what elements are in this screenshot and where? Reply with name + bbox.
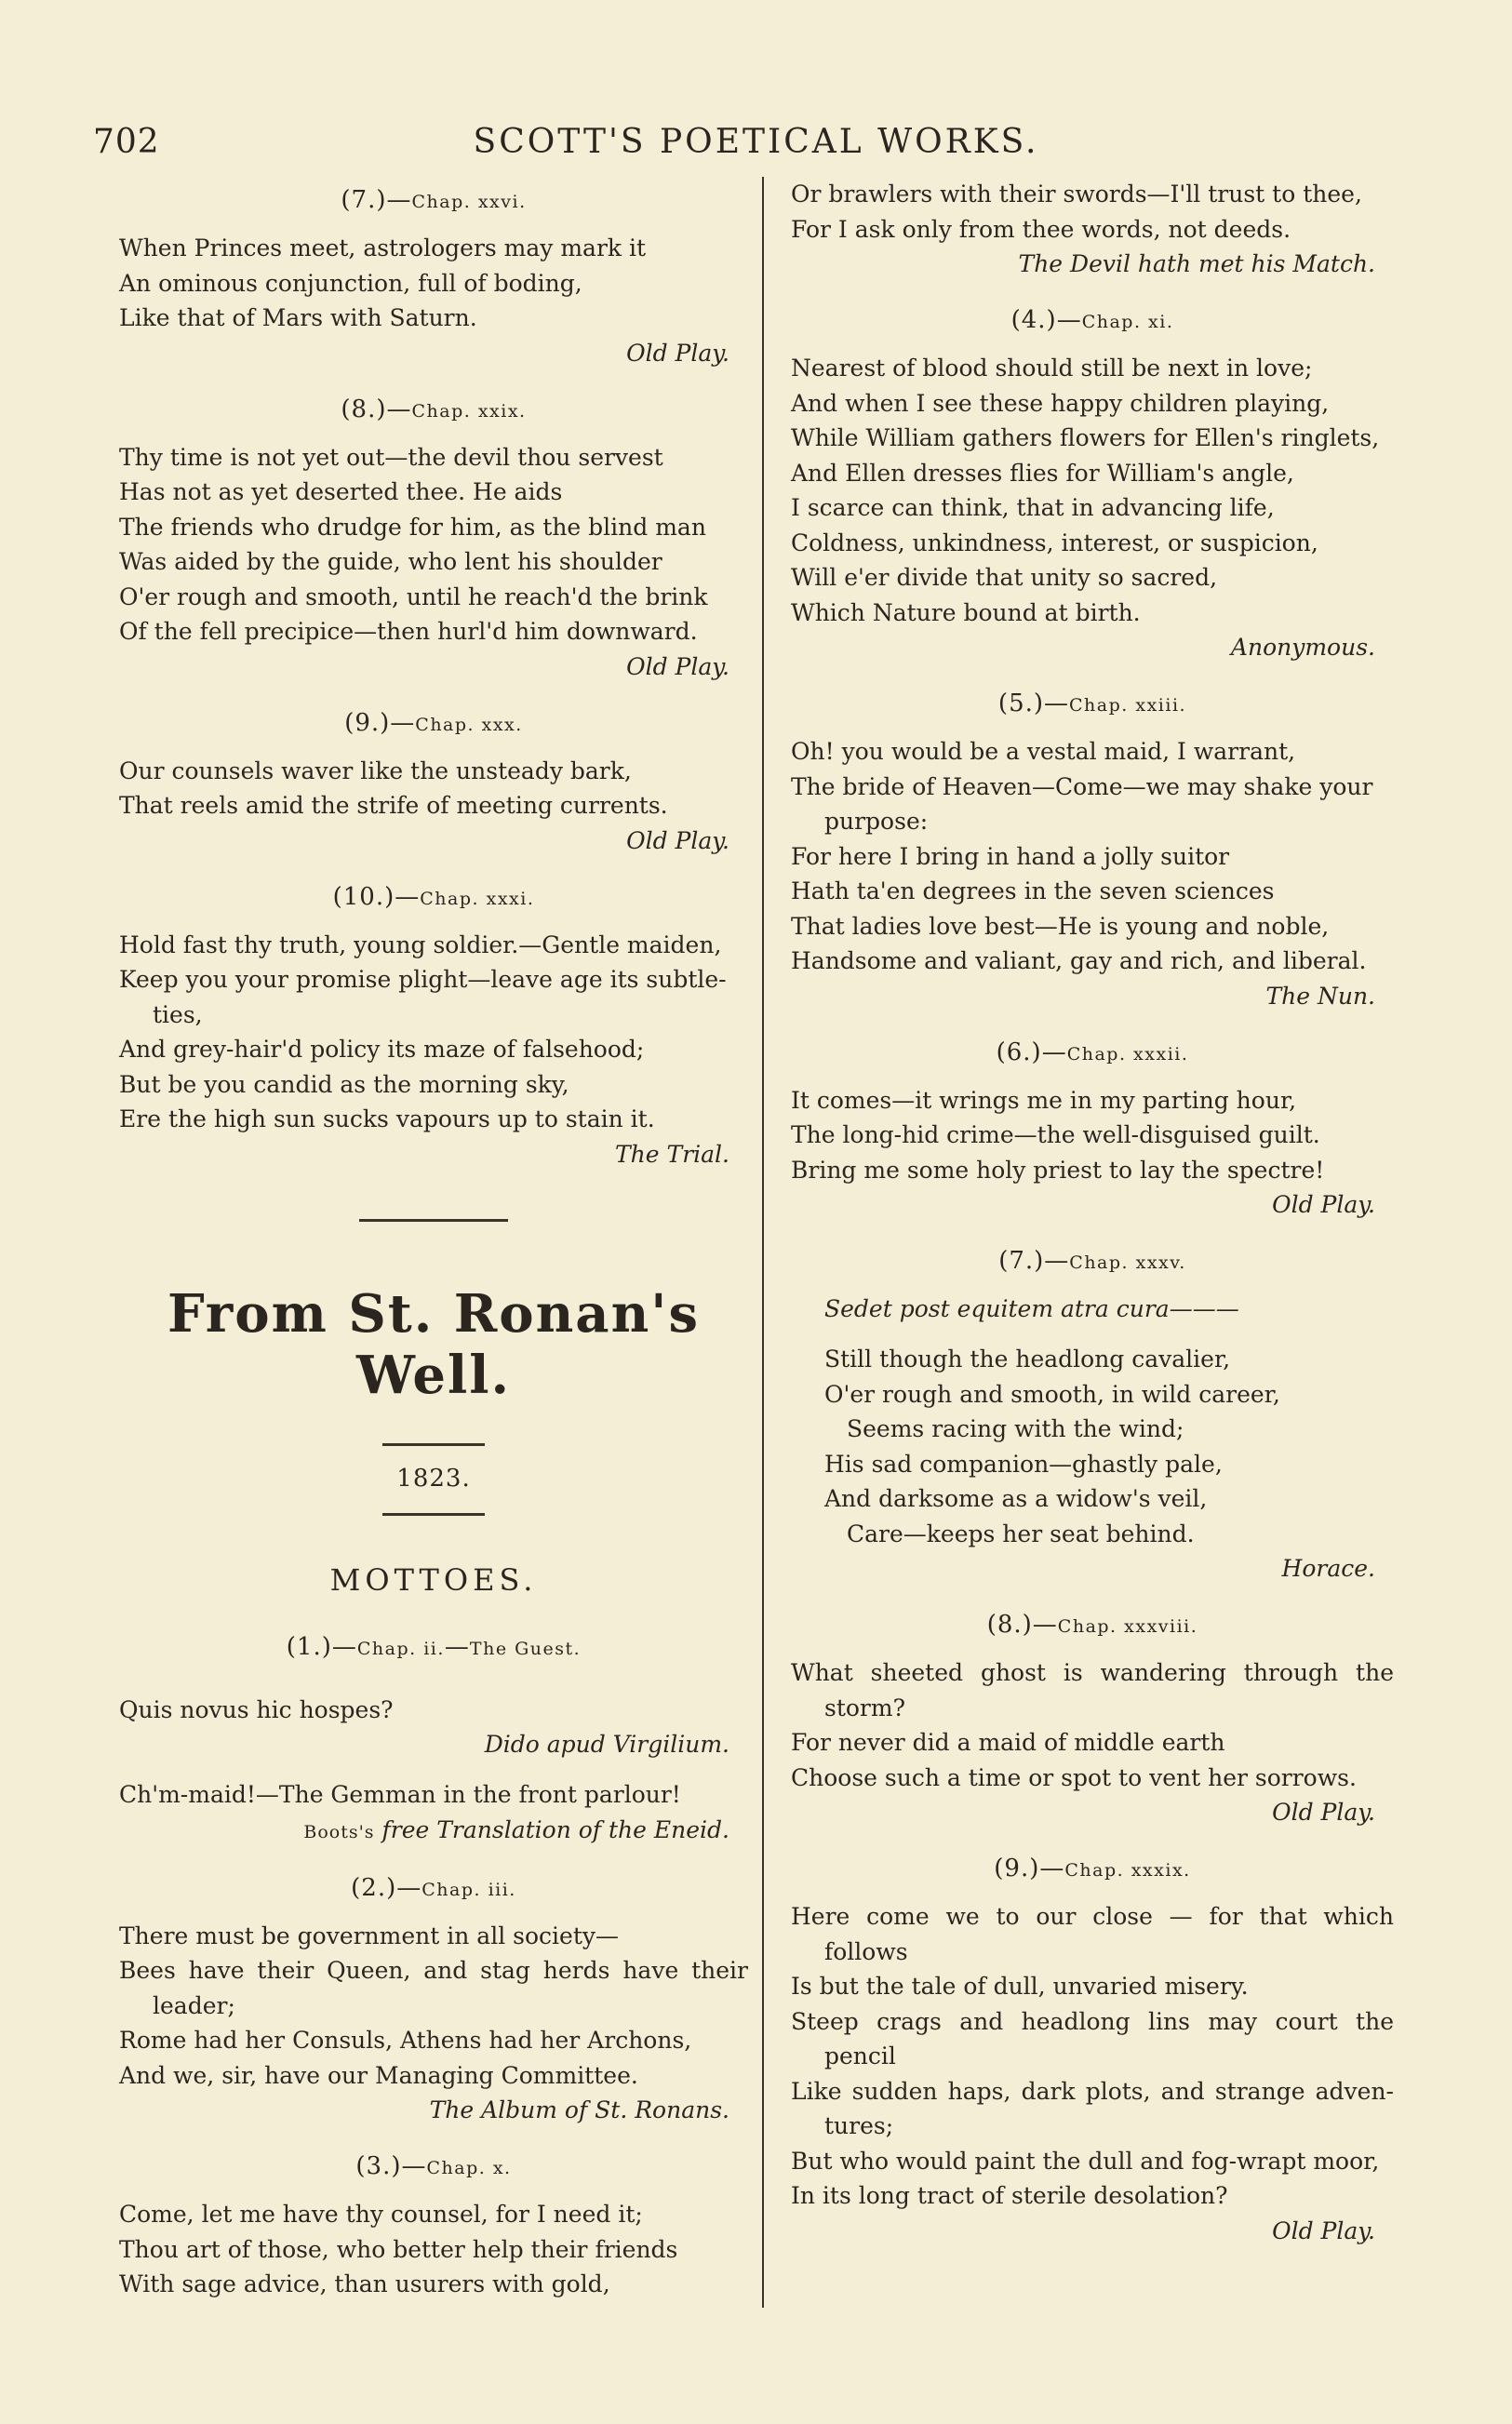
section-heading: (7.)—Chap. xxvi. bbox=[341, 186, 527, 214]
verse-line: Or brawlers with their swords—I'll trust to thee, bbox=[791, 181, 1362, 208]
verse-line: For here I bring in hand a jolly suitor bbox=[791, 842, 1230, 870]
section-heading: (2.)—Chap. iii. bbox=[351, 1873, 516, 1902]
verse-line: For I ask only from thee words, not deeds. bbox=[791, 215, 1291, 243]
verse-line: Keep you your promise plight—leave age its subtle- bbox=[119, 966, 727, 993]
verse-line: Bring me some holy priest to lay the spectre! bbox=[791, 1156, 1325, 1184]
verse-line: Was aided by the guide, who lent his shoulder bbox=[119, 548, 662, 575]
verse-line: Choose such a time or spot to vent her sorrows. bbox=[791, 1763, 1357, 1791]
ornament-rule bbox=[382, 1443, 485, 1446]
section-number: (6.) bbox=[996, 1038, 1042, 1066]
verse-line: There must be government in all society— bbox=[119, 1922, 619, 1949]
section-heading: (8.)—Chap. xxix. bbox=[341, 395, 527, 423]
verse-line: Thy time is not yet out—the devil thou servest bbox=[119, 443, 663, 471]
publication-year: 1823. bbox=[396, 1464, 471, 1493]
motto-9 bbox=[791, 1853, 1394, 2249]
chapter-ref: Chap. xxiii. bbox=[1069, 695, 1187, 716]
verse-line: Seems racing with the wind; bbox=[847, 1415, 1184, 1442]
section-heading: (3.)—Chap. x. bbox=[355, 2152, 512, 2180]
chapter-ref: Chap. xxxix. bbox=[1064, 1860, 1191, 1881]
verse-line: Nearest of blood should still be next in love; bbox=[791, 355, 1313, 382]
latin-epigraph: Sedet post equitem atra cura——— bbox=[824, 1295, 1239, 1322]
section-heading: (6.)—Chap. xxxii. bbox=[996, 1038, 1189, 1066]
verse-line: purpose: bbox=[824, 808, 929, 835]
verse-line: O'er rough and smooth, until he reach'd the brink bbox=[119, 583, 708, 610]
motto-3-continued bbox=[791, 177, 1394, 282]
chapter-ref: Chap. xi. bbox=[1081, 312, 1174, 332]
verse-line: His sad companion—ghastly pale, bbox=[824, 1450, 1223, 1478]
attribution: The Devil hath met his Match. bbox=[1018, 250, 1375, 277]
verse-line: tures; bbox=[824, 2112, 894, 2139]
section-number: (4.) bbox=[1010, 306, 1057, 334]
section-rule bbox=[359, 1219, 508, 1222]
verse-line: In its long tract of sterile desolation? bbox=[791, 2182, 1228, 2209]
attribution: Old Play. bbox=[1272, 1799, 1375, 1826]
verse-line: I scarce can think, that in advancing life, bbox=[791, 494, 1275, 521]
verse-line: follows bbox=[824, 1937, 908, 1965]
verse-line: What sheeted ghost is wandering through the bbox=[791, 1659, 1394, 1686]
verse-line: Of the fell precipice—then hurl'd him downward. bbox=[119, 618, 698, 645]
verse-line: And Ellen dresses flies for William's angle, bbox=[791, 459, 1294, 487]
attribution: Old Play. bbox=[1272, 1191, 1375, 1218]
attribution: The Trial. bbox=[615, 1140, 729, 1168]
motto-6 bbox=[791, 1037, 1394, 1224]
verse-line: Ch'm-maid!—The Gemman in the front parlour! bbox=[119, 1781, 681, 1808]
verse-line: Like that of Mars with Saturn. bbox=[119, 304, 477, 331]
chapter-ref: Chap. xxxv. bbox=[1069, 1252, 1186, 1273]
verse-line: That reels amid the strife of meeting currents. bbox=[119, 792, 668, 819]
work-title: From St. Ronan's Well. bbox=[167, 1282, 700, 1406]
verse-line: The long-hid crime—the well-disguised guilt. bbox=[791, 1121, 1320, 1148]
chapter-ref: Chap. xxxi. bbox=[420, 888, 535, 909]
motto-7 bbox=[791, 1245, 1394, 1587]
verse-line: Care—keeps her seat behind. bbox=[847, 1520, 1195, 1547]
verse-line: With sage advice, than usurers with gold, bbox=[119, 2270, 610, 2297]
verse-line: Coldness, unkindness, interest, or suspicion, bbox=[791, 529, 1318, 556]
verse-line: And when I see these happy children playing, bbox=[791, 389, 1330, 417]
verse-line: pencil bbox=[824, 2042, 896, 2069]
right-column bbox=[791, 177, 1394, 2271]
verse-line: Hath ta'en degrees in the seven sciences bbox=[791, 877, 1275, 904]
verse-line: Like sudden haps, dark plots, and strange adven- bbox=[791, 2077, 1394, 2105]
motto-4 bbox=[791, 304, 1394, 665]
section-number: (2.) bbox=[351, 1873, 397, 1902]
verse-line: Which Nature bound at birth. bbox=[791, 598, 1141, 626]
verse-line: Quis novus hic hospes? bbox=[119, 1695, 394, 1723]
motto-section-7 bbox=[119, 184, 748, 371]
motto-section-10 bbox=[119, 881, 748, 1172]
verse-line: Oh! you would be a vestal maid, I warrant, bbox=[791, 738, 1296, 765]
verse-line: Hold fast thy truth, young soldier.—Gentle maiden, bbox=[119, 931, 722, 958]
section-number: (1.) bbox=[286, 1632, 332, 1661]
verse-line: The bride of Heaven—Come—we may shake your bbox=[791, 772, 1373, 800]
section-heading: (5.)—Chap. xxiii. bbox=[997, 690, 1187, 717]
verse-line: Ere the high sun sucks vapours up to stain it. bbox=[119, 1105, 655, 1132]
verse-line: ties, bbox=[153, 1000, 203, 1028]
verse-line: storm? bbox=[824, 1694, 905, 1721]
verse-line: And grey-hair'd policy its maze of falsehood; bbox=[119, 1036, 645, 1063]
verse-line: Rome had her Consuls, Athens had her Archons, bbox=[119, 2027, 692, 2054]
motto-3 bbox=[119, 2150, 748, 2302]
verse-line: Our counsels waver like the unsteady bark, bbox=[119, 757, 632, 784]
section-heading: (4.)—Chap. xi. bbox=[1010, 306, 1174, 334]
chapter-subtitle: The Guest. bbox=[469, 1638, 582, 1659]
attribution: Old Play. bbox=[626, 652, 729, 680]
verse-line: Come, let me have thy counsel, for I need it; bbox=[119, 2201, 643, 2228]
section-number: (8.) bbox=[986, 1611, 1033, 1639]
verse-line: Handsome and valiant, gay and rich, and liberal. bbox=[791, 947, 1367, 974]
chapter-ref: Chap. ii. bbox=[356, 1638, 445, 1659]
section-heading: (9.)—Chap. xxxix. bbox=[994, 1855, 1191, 1882]
verse-line: Still though the headlong cavalier, bbox=[824, 1346, 1231, 1373]
section-number: (8.) bbox=[341, 395, 387, 423]
verse-line: Is but the tale of dull, unvaried misery. bbox=[791, 1973, 1249, 2000]
motto-1 bbox=[119, 1631, 748, 1850]
verse-line: When Princes meet, astrologers may mark it bbox=[119, 234, 647, 261]
chapter-ref: Chap. xxvi. bbox=[411, 192, 527, 212]
section-number: (10.) bbox=[332, 882, 395, 911]
motto-8 bbox=[791, 1609, 1394, 1830]
column-divider bbox=[762, 177, 764, 2308]
verse-line: Will e'er divide that unity so sacred, bbox=[791, 564, 1218, 591]
verse-line: But who would paint the dull and fog-wrapt moor, bbox=[791, 2147, 1380, 2175]
verse-line: That ladies love best—He is young and noble, bbox=[791, 912, 1330, 940]
attribution: The Album of St. Ronans. bbox=[429, 2096, 729, 2123]
verse-line: While William gathers flowers for Ellen's ringlets, bbox=[791, 424, 1380, 451]
attribution: Dido apud Virgilium. bbox=[484, 1731, 729, 1758]
section-heading: (9.)—Chap. xxx. bbox=[344, 708, 523, 737]
chapter-ref: Chap. xxxviii. bbox=[1057, 1616, 1198, 1637]
mottoes-heading: MOTTOES. bbox=[329, 1561, 538, 1598]
section-number: (3.) bbox=[355, 2152, 402, 2180]
verse-line: O'er rough and smooth, in wild career, bbox=[824, 1380, 1280, 1408]
motto-section-9 bbox=[119, 707, 748, 859]
motto-5 bbox=[791, 688, 1394, 1014]
verse-line: And we, sir, have our Managing Committee. bbox=[119, 2061, 638, 2089]
section-heading: (8.)—Chap. xxxviii. bbox=[986, 1611, 1198, 1639]
verse-line: An ominous conjunction, full of boding, bbox=[119, 269, 582, 297]
running-title: SCOTT'S POETICAL WORKS. bbox=[473, 123, 1039, 161]
verse-line: Here come we to our close — for that which bbox=[791, 1903, 1394, 1930]
verse-line: Bees have their Queen, and stag herds have their bbox=[119, 1957, 748, 1984]
work-title-block bbox=[119, 1219, 748, 1598]
verse-line: And darksome as a widow's veil, bbox=[824, 1485, 1208, 1512]
motto-2 bbox=[119, 1872, 748, 2129]
attribution bbox=[119, 1813, 748, 1850]
verse-line: leader; bbox=[153, 1991, 235, 2019]
chapter-ref: Chap. iii. bbox=[421, 1879, 516, 1900]
page-number: 702 bbox=[93, 123, 160, 161]
attribution: Old Play. bbox=[1272, 2216, 1375, 2244]
attribution: The Nun. bbox=[1265, 982, 1375, 1010]
attribution: Old Play. bbox=[626, 339, 729, 367]
verse-line: Thou art of those, who better help their friends bbox=[119, 2235, 678, 2263]
section-number: (7.) bbox=[341, 186, 387, 214]
section-number: (5.) bbox=[997, 690, 1045, 717]
attribution-title: free Translation of the Eneid. bbox=[381, 1815, 729, 1843]
attribution: Anonymous. bbox=[1230, 634, 1375, 661]
section-number: (7.) bbox=[998, 1247, 1045, 1275]
attribution: Horace. bbox=[1281, 1555, 1375, 1582]
section-number: (9.) bbox=[344, 708, 391, 737]
attribution-name: Boots's bbox=[303, 1821, 375, 1842]
section-heading: (10.)—Chap. xxxi. bbox=[332, 882, 535, 911]
chapter-ref: Chap. xxix. bbox=[411, 400, 527, 422]
verse-line: Steep crags and headlong lins may court the bbox=[791, 2007, 1394, 2035]
verse-line: Has not as yet deserted thee. He aids bbox=[119, 478, 563, 505]
section-heading: (7.)—Chap. xxxv. bbox=[998, 1247, 1186, 1275]
verse-line: But be you candid as the morning sky, bbox=[119, 1070, 569, 1098]
left-column bbox=[119, 177, 748, 2324]
ornament-rule bbox=[382, 1513, 485, 1516]
section-heading: (1.)—Chap. ii.—The Guest. bbox=[286, 1632, 582, 1661]
motto-section-8 bbox=[119, 394, 748, 685]
verse-line: It comes—it wrings me in my parting hour, bbox=[791, 1086, 1297, 1114]
attribution: Old Play. bbox=[626, 826, 729, 854]
chapter-ref: Chap. xxxii. bbox=[1066, 1043, 1189, 1065]
chapter-ref: Chap. xxx. bbox=[415, 714, 523, 735]
verse-line: The friends who drudge for him, as the blind man bbox=[119, 513, 706, 541]
verse-line: For never did a maid of middle earth bbox=[791, 1729, 1225, 1756]
section-number: (9.) bbox=[994, 1855, 1040, 1882]
chapter-ref: Chap. x. bbox=[426, 2158, 512, 2178]
